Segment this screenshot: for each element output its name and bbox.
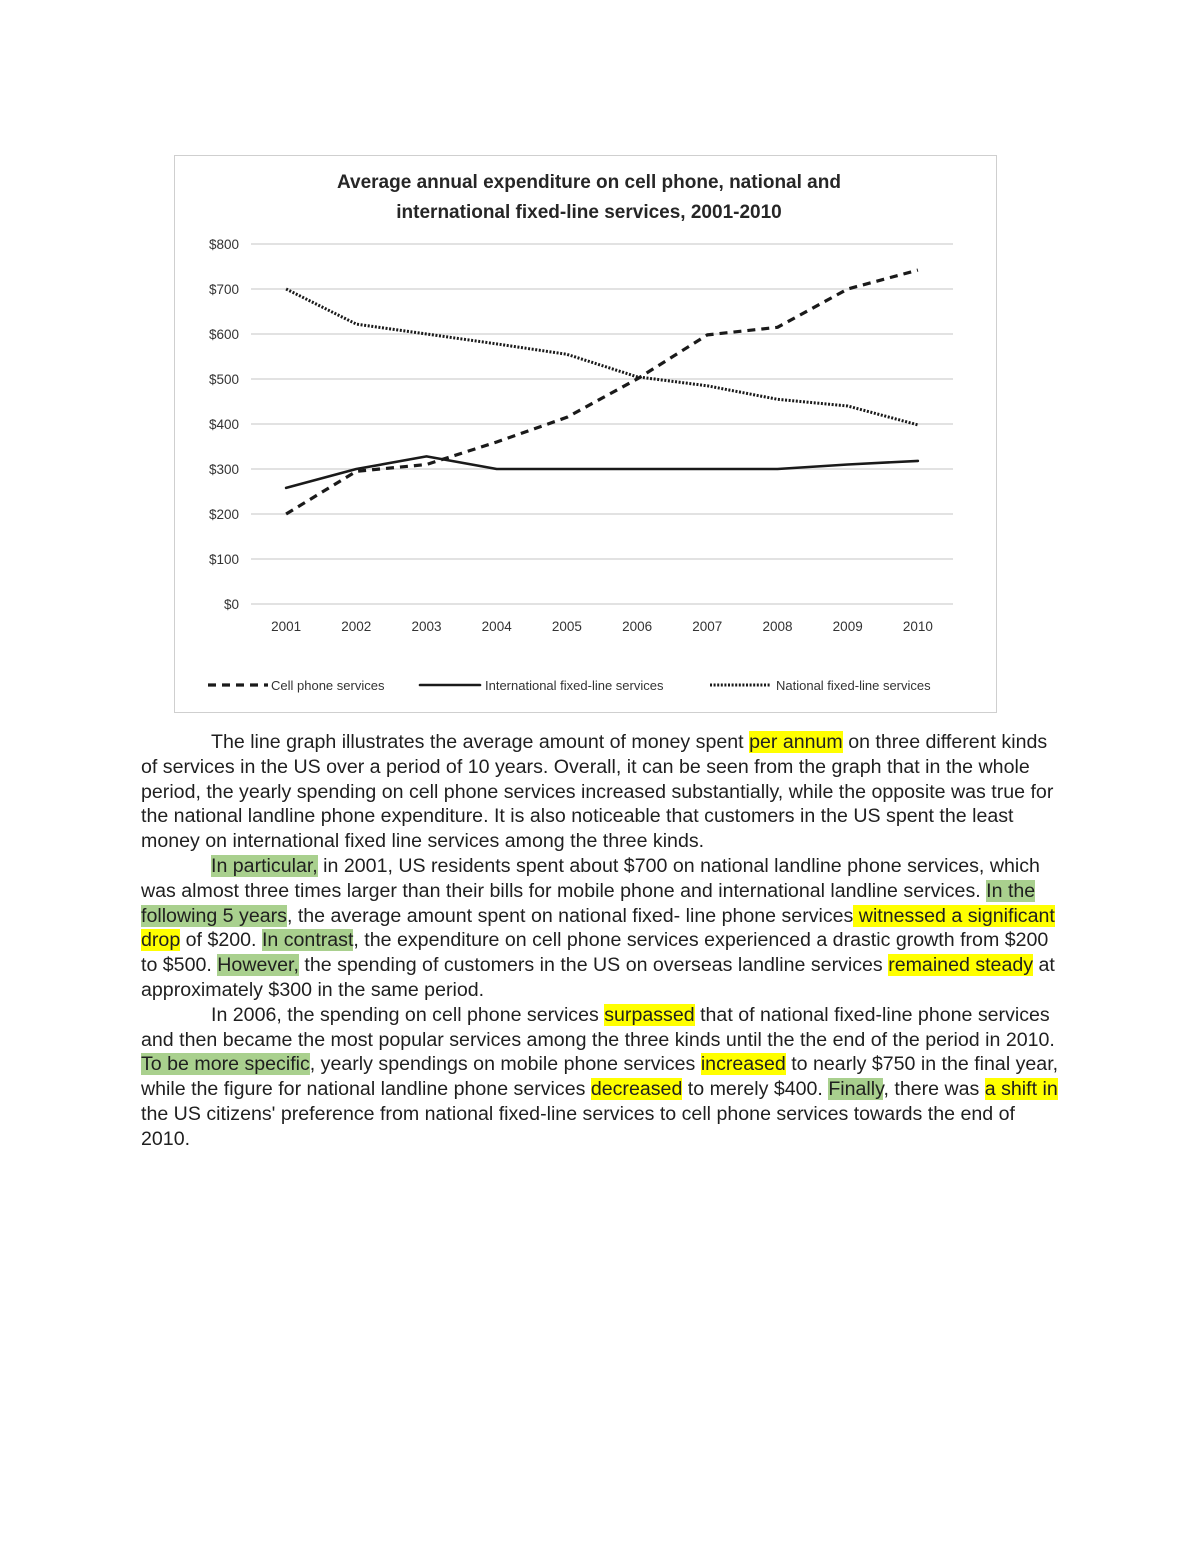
- text-run: In 2006, the spending on cell phone services: [211, 1003, 605, 1026]
- x-tick-label: 2010: [902, 619, 933, 634]
- y-tick-label: $800: [208, 237, 239, 252]
- series-line-dashed: [286, 270, 918, 514]
- x-tick-label: 2007: [692, 619, 723, 634]
- x-tick-label: 2008: [762, 619, 793, 634]
- series-lines: [286, 270, 918, 514]
- highlight-yellow: per annum: [749, 731, 843, 753]
- x-tick-label: 2002: [341, 619, 372, 634]
- text-run: , there was: [883, 1078, 985, 1101]
- legend-label: International fixed-line services: [485, 678, 664, 693]
- y-axis-tick-labels: [209, 237, 239, 612]
- text-run: on three different kinds of services in the US over a period of 10 years. Overall, it can be seen from the graph that in the whole period, the yearly spending on cell phone services increased substantially, while the opposite was true for the national landline phone expenditure. It is also noticeable that customers in the US spent the least money on international fixed line services among the three kinds.: [141, 731, 1054, 853]
- highlight-green: In particular,: [211, 854, 318, 877]
- x-tick-label: 2001: [271, 619, 302, 634]
- x-tick-label: 2004: [481, 619, 512, 634]
- text-run: The line graph illustrates the average amount of money spent: [211, 731, 750, 753]
- highlight-green: In the following 5 years: [141, 879, 1036, 927]
- x-tick-label: 2005: [551, 619, 582, 634]
- x-axis-tick-labels: [271, 619, 933, 634]
- legend: [208, 678, 931, 693]
- essay-paragraph: [141, 854, 1061, 1003]
- highlight-yellow: increased: [700, 1053, 786, 1076]
- highlight-yellow: witnessed a significant drop: [141, 904, 1055, 952]
- y-tick-label: $300: [208, 462, 239, 477]
- text-run: , the average amount spent on national fixed- line phone services: [286, 904, 854, 927]
- x-tick-label: 2003: [411, 619, 442, 634]
- x-tick-label: 2006: [622, 619, 653, 634]
- text-run: the US citizens' preference from national fixed-line services to cell phone services towards the end of 2010.: [141, 1102, 1015, 1150]
- highlight-yellow: a shift in: [984, 1078, 1058, 1101]
- highlight-yellow: decreased: [590, 1078, 683, 1101]
- highlight-yellow: surpassed: [604, 1003, 695, 1026]
- line-chart: [175, 156, 998, 714]
- text-run: in 2001, US residents spent about $700 on national landline phone services, which was almost three times larger than their bills for mobile phone and international landline services.: [141, 854, 1040, 902]
- text-run: of $200.: [180, 929, 262, 952]
- text-run: that of national fixed-line phone services and then became the most popular services among the three kinds until the the end of the period in 2010.: [141, 1003, 1055, 1051]
- legend-label: Cell phone services: [271, 678, 385, 693]
- text-run: to merely $400.: [682, 1078, 829, 1101]
- y-tick-label: $100: [208, 552, 239, 567]
- essay-paragraph: [141, 1003, 1061, 1152]
- grid-lines: [251, 244, 953, 604]
- y-tick-label: $600: [208, 327, 239, 342]
- y-tick-label: $400: [208, 417, 239, 432]
- series-line-dotted: [286, 289, 918, 425]
- essay-text: [141, 730, 1061, 1152]
- text-run: , yearly spendings on mobile phone services: [309, 1053, 701, 1076]
- series-line-solid: [286, 456, 918, 488]
- x-tick-label: 2009: [832, 619, 863, 634]
- highlight-green: Finally: [828, 1078, 884, 1101]
- chart-container: [174, 155, 997, 713]
- highlight-yellow: remained steady: [888, 954, 1034, 977]
- y-tick-label: $200: [208, 507, 239, 522]
- y-tick-label: $700: [208, 282, 239, 297]
- text-run: the spending of customers in the US on overseas landline services: [298, 954, 889, 977]
- legend-label: National fixed-line services: [776, 678, 931, 693]
- text-run: to nearly $750 in the final year, while the figure for national landline phone services: [141, 1053, 1059, 1101]
- highlight-green: In contrast: [261, 929, 354, 952]
- chart-title-line-2: international fixed-line services, 2001-2010: [396, 202, 782, 223]
- essay-paragraph: [141, 730, 1061, 854]
- highlight-green: To be more specific: [141, 1053, 310, 1076]
- text-run: , the expenditure on cell phone services experienced a drastic growth from $200 to $500.: [141, 929, 1049, 977]
- chart-title-line-1: Average annual expenditure on cell phone, national and: [337, 172, 841, 193]
- y-tick-label: $500: [208, 372, 239, 387]
- highlight-green: However,: [217, 954, 299, 977]
- text-run: at approximately $300 in the same period.: [141, 954, 1055, 1001]
- y-tick-label: $0: [223, 597, 239, 612]
